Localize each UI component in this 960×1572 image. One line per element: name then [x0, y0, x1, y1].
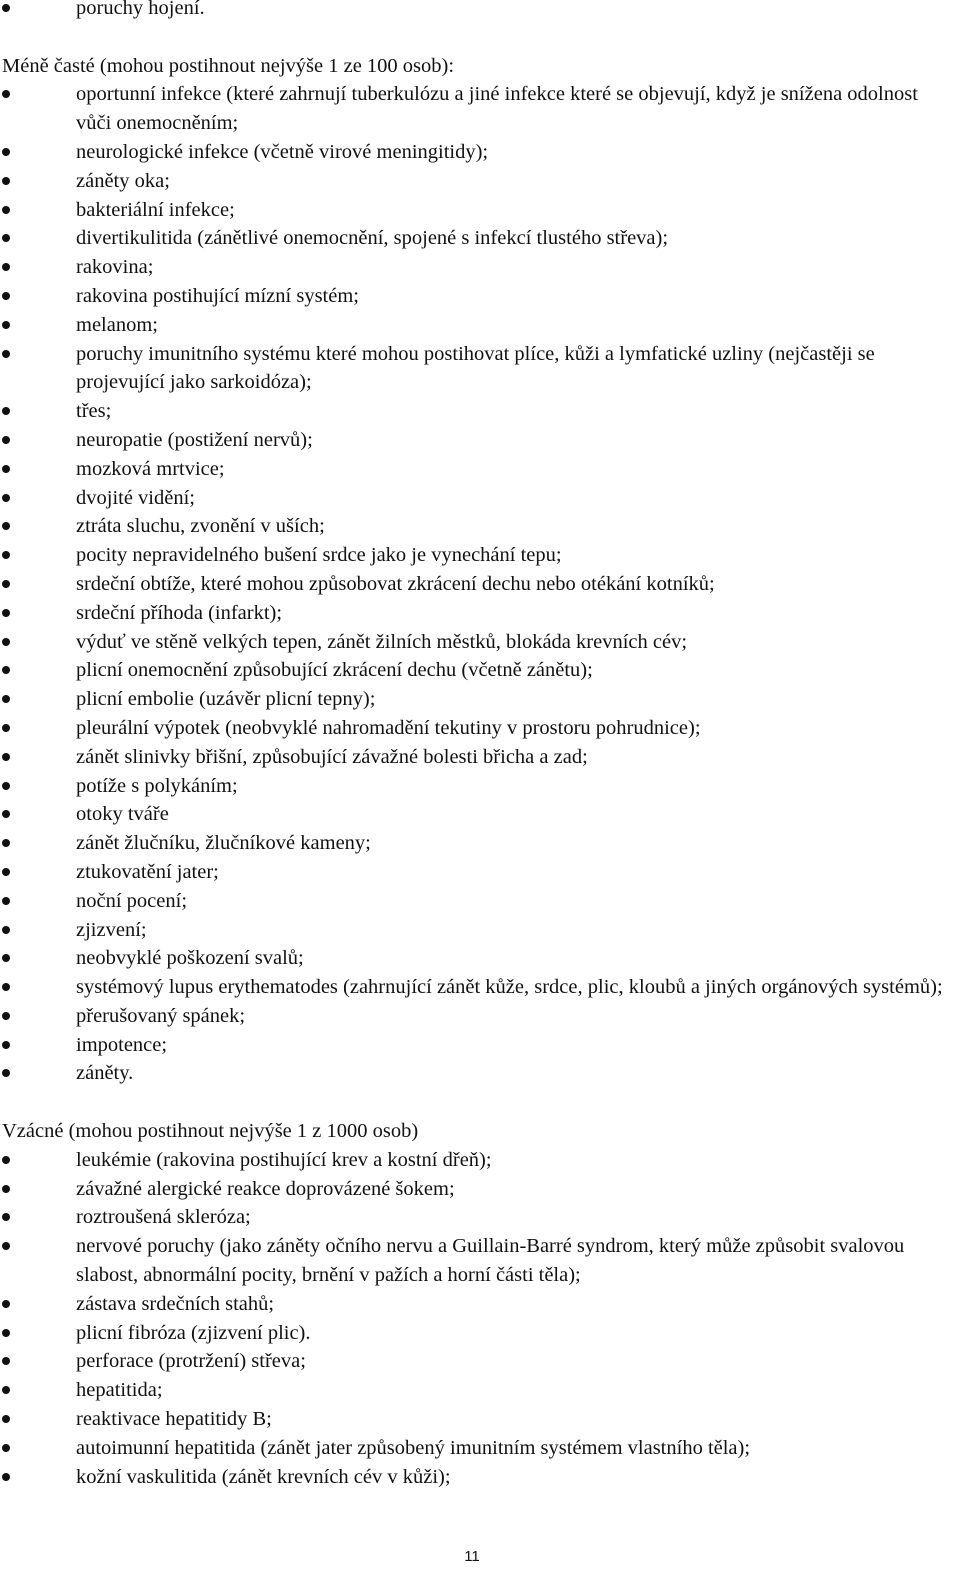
list-item: plicní embolie (uzávěr plicní tepny);: [0, 685, 960, 714]
list-item: pocity nepravidelného bušení srdce jako je vynechání tepu;: [0, 541, 960, 570]
list-item: hepatitida;: [0, 1376, 960, 1405]
list-item: bakteriální infekce;: [0, 196, 960, 225]
list-item: srdeční obtíže, které mohou způsobovat zkrácení dechu nebo otékání kotníků;: [0, 570, 960, 599]
list-item: perforace (protržení) střeva;: [0, 1347, 960, 1376]
list-item: mozková mrtvice;: [0, 455, 960, 484]
list-item: poruchy hojení.: [0, 0, 960, 23]
list-item: zánět slinivky břišní, způsobující závažné bolesti břicha a zad;: [0, 743, 960, 772]
list-item: neurologické infekce (včetně virové meningitidy);: [0, 138, 960, 167]
list-item: pleurální výpotek (neobvyklé nahromadění tekutiny v prostoru pohrudnice);: [0, 714, 960, 743]
list-item: třes;: [0, 397, 960, 426]
rare-heading: Vzácné (mohou postihnout nejvýše 1 z 1000 osob): [2, 1120, 419, 1143]
list-item: záněty oka;: [0, 167, 960, 196]
list-item: ztráta sluchu, zvonění v uších;: [0, 512, 960, 541]
list-item: zástava srdečních stahů;: [0, 1290, 960, 1319]
rare-section: [0, 1117, 960, 1491]
top-list: [0, 0, 960, 23]
list-item: plicní fibróza (zjizvení plic).: [0, 1319, 960, 1348]
uncommon-heading: Méně časté (mohou postihnout nejvýše 1 ze 100 osob):: [2, 54, 455, 77]
list-item: nervové poruchy (jako záněty očního nervu a Guillain-Barré syndrom, který může způsobit svalovou slabost, abnormální pocity, brnění v pažích a horní části těla);: [0, 1232, 960, 1290]
list-item: plicní onemocnění způsobující zkrácení dechu (včetně zánětu);: [0, 656, 960, 685]
list-item: leukémie (rakovina postihující krev a kostní dřeň);: [0, 1146, 960, 1175]
list-item: systémový lupus erythematodes (zahrnující zánět kůže, srdce, plic, kloubů a jiných orgánových systémů);: [0, 973, 960, 1002]
list-item: zjizvení;: [0, 916, 960, 945]
list-item: neobvyklé poškození svalů;: [0, 944, 960, 973]
uncommon-list: [0, 80, 960, 1088]
list-item: srdeční příhoda (infarkt);: [0, 599, 960, 628]
list-item: oportunní infekce (které zahrnují tuberkulózu a jiné infekce které se objevují, když je snížena odolnost vůči onemocněním;: [0, 80, 960, 138]
list-item: poruchy imunitního systému které mohou postihovat plíce, kůži a lymfatické uzliny (nejčastěji se projevující jako sarkoidóza);: [0, 340, 960, 398]
list-item: ztukovatění jater;: [0, 858, 960, 887]
list-item: zánět žlučníku, žlučníkové kameny;: [0, 829, 960, 858]
uncommon-section: [0, 52, 960, 1089]
list-item: kožní vaskulitida (zánět krevních cév v kůži);: [0, 1463, 960, 1492]
list-item: záněty.: [0, 1059, 960, 1088]
list-item: roztroušená skleróza;: [0, 1203, 960, 1232]
list-item: potíže s polykáním;: [0, 772, 960, 801]
rare-list: [0, 1146, 960, 1492]
list-item: autoimunní hepatitida (zánět jater způsobený imunitním systémem vlastního těla);: [0, 1434, 960, 1463]
list-item: dvojité vidění;: [0, 484, 960, 513]
list-item: divertikulitida (zánětlivé onemocnění, spojené s infekcí tlustého střeva);: [0, 224, 960, 253]
list-item: otoky tváře: [0, 800, 960, 829]
list-item: přerušovaný spánek;: [0, 1002, 960, 1031]
list-item: melanom;: [0, 311, 960, 340]
list-item: závažné alergické reakce doprovázené šokem;: [0, 1175, 960, 1204]
list-item: impotence;: [0, 1031, 960, 1060]
page-number: 11: [464, 1548, 480, 1565]
list-item: neuropatie (postižení nervů);: [0, 426, 960, 455]
list-item: reaktivace hepatitidy B;: [0, 1405, 960, 1434]
list-item: noční pocení;: [0, 887, 960, 916]
list-item: výduť ve stěně velkých tepen, zánět žilních městků, blokáda krevních cév;: [0, 628, 960, 657]
list-item: rakovina postihující mízní systém;: [0, 282, 960, 311]
list-item: rakovina;: [0, 253, 960, 282]
